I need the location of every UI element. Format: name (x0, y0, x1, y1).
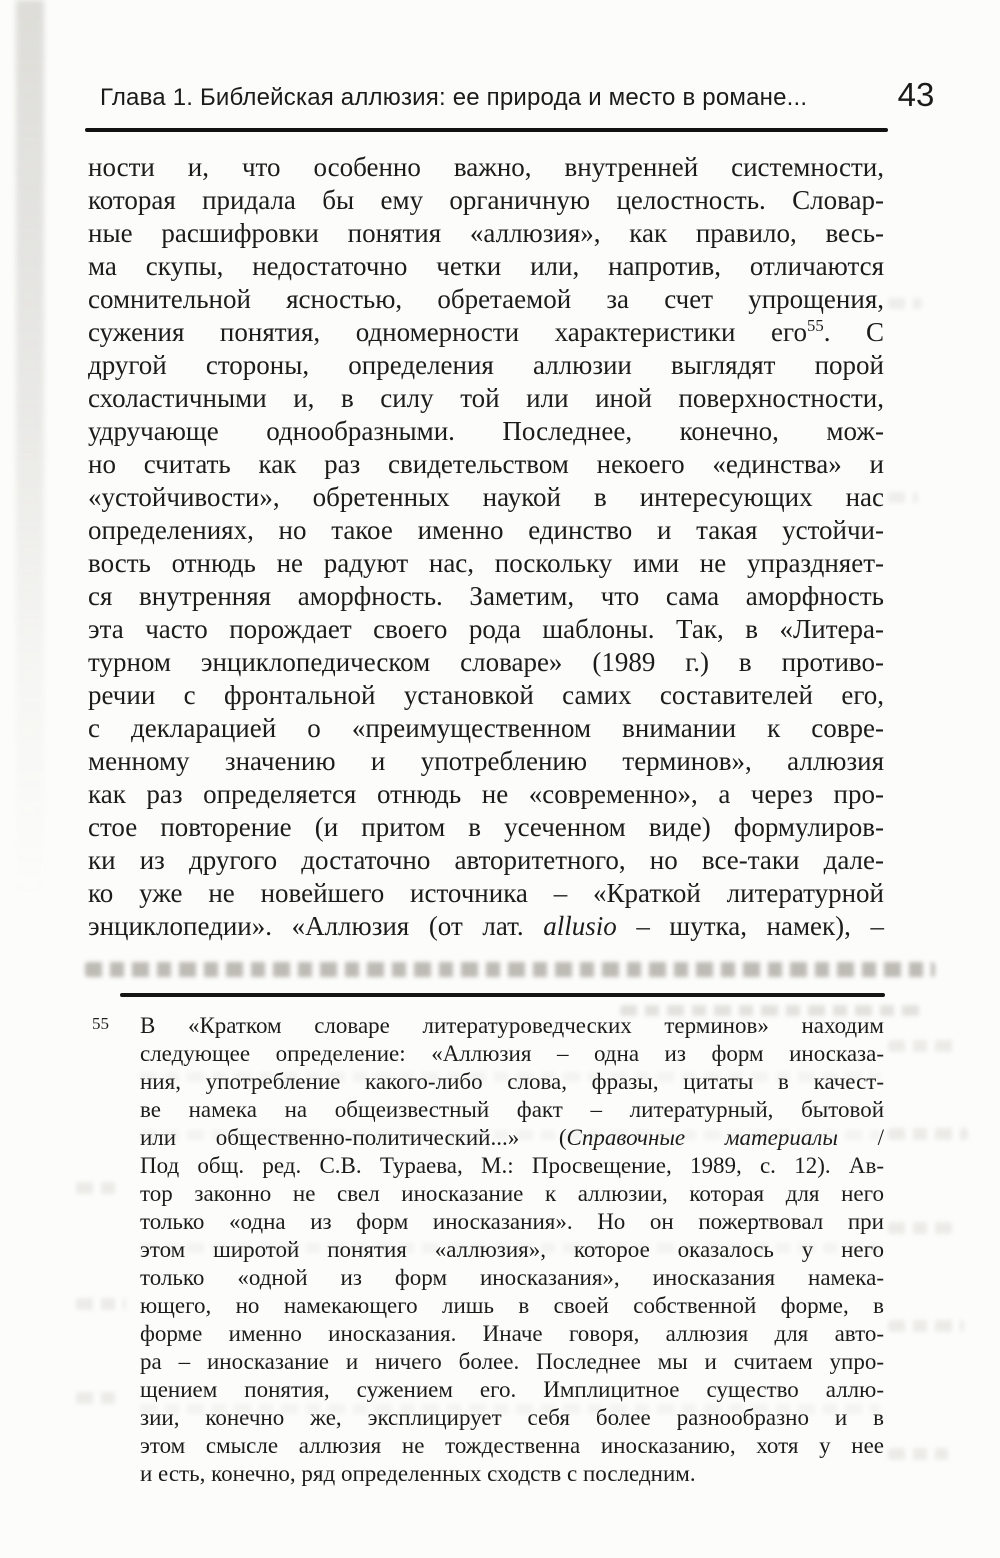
body-line: которая придала бы ему органичную целостность. Словар- (88, 185, 884, 215)
body-line: речии с фронтальной установкой самих составителей его, (88, 680, 884, 710)
footnote-reference-55: 55 (806, 316, 824, 335)
body-line (88, 910, 884, 943)
body-line: ности и, что особенно важно, внутренней системности, (88, 152, 884, 182)
bleedthrough-artifact (888, 1222, 952, 1234)
body-line: схоластичными и, в силу той или иной поверхностности, (88, 383, 884, 413)
footnote-line: ния, употребление какого-либо слова, фразы, цитаты в качест- (140, 1069, 884, 1094)
footnote-line: ющего, но намекающего лишь в своей собственной форме, в (140, 1293, 884, 1318)
bleedthrough-artifact (888, 1128, 968, 1140)
footnote-line-text: / (837, 1125, 885, 1150)
body-line: менному значению и употреблению терминов», аллюзия (88, 746, 884, 776)
body-line: ся внутренняя аморфность. Заметим, что сама аморфность (88, 581, 884, 611)
bleedthrough-artifact (888, 298, 922, 309)
body-line: другой стороны, определения аллюзии выглядят порой (88, 350, 884, 380)
body-text-block (88, 151, 884, 943)
bleedthrough-artifact (888, 1040, 958, 1052)
body-line: ки из другого достаточно авторитетного, но все-таки дале- (88, 845, 884, 875)
body-line: но считать как раз свидетельством некоего «единства» и (88, 449, 884, 479)
footnote-line: только «одна из форм иносказания». Но он пожертвовал при (140, 1209, 884, 1234)
footnote-line: следующее определение: «Аллюзия – одна из форм иносказа- (140, 1041, 884, 1066)
footnote-line: ве намека на общеизвестный факт – литературный, бытовой (140, 1097, 884, 1122)
footnote-text-block (140, 1012, 884, 1488)
footnote-line: Под общ. ред. С.В. Тураева, М.: Просвещение, 1989, с. 12). Ав- (140, 1153, 884, 1178)
footnote-marker: 55 (92, 1014, 109, 1033)
footnote-line: тор законно не свел иносказание к аллюзии, которая для него (140, 1181, 884, 1206)
footnote-line: ра – иносказание и ничего более. Последнее мы и считаем упро- (140, 1349, 884, 1374)
body-line: ко уже не новейшего источника – «Краткой литературной (88, 878, 884, 908)
bleedthrough-artifact (888, 1448, 948, 1460)
body-line-text: сужения понятия, одномерности характеристики его (88, 317, 807, 347)
body-line: «устойчивости», обретенных наукой в интересующих нас (88, 482, 884, 512)
body-line-text: – шутка, намек), – (616, 911, 884, 941)
body-line: турном энциклопедическом словаре» (1989 г.) в противо- (88, 647, 884, 677)
bleedthrough-artifact (76, 1392, 120, 1404)
footnote-line: В «Кратком словаре литературоведческих терминов» находим (140, 1013, 884, 1038)
footnote-line: только «одной из форм иносказания», иносказания намека- (140, 1265, 884, 1290)
footnote-line: форме именно иносказания. Иначе говоря, аллюзия для авто- (140, 1321, 884, 1346)
body-line: сомнительной ясностью, обретаемой за счет упрощения, (88, 284, 884, 314)
body-line: ма скупы, недостаточно четки или, напротив, отличаются (88, 251, 884, 281)
bleedthrough-artifact (85, 962, 935, 977)
page-number: 43 (897, 76, 935, 113)
latin-term-italic: allusio (543, 911, 617, 941)
body-line (88, 316, 884, 349)
bleedthrough-artifact (888, 1320, 964, 1332)
body-line: определениях, но такое именно единство и такая устойчи- (88, 515, 884, 545)
body-line-text: . С (823, 317, 885, 347)
footnote-line-text: или общественно-политический...» ( (140, 1125, 567, 1150)
footnote-line: этом смысле аллюзия не тождественна иносказанию, хотя у нее (140, 1433, 884, 1458)
body-line-text: энциклопедии». «Аллюзия (от лат. (88, 911, 544, 941)
body-line: ные расшифровки понятия «аллюзия», как правило, весь- (88, 218, 884, 248)
body-line: как раз определяется отнюдь не «современно», а через про- (88, 779, 884, 809)
bleedthrough-artifact (76, 1298, 126, 1310)
body-line: удручающе однообразными. Последнее, конечно, мож- (88, 416, 884, 446)
footnote-rule (120, 993, 885, 997)
body-line: стое повторение (и притом в усеченном виде) формулиров- (88, 812, 884, 842)
footnote-line: щением понятия, сужением его. Имплицитное существо аллю- (140, 1377, 884, 1402)
footnote-line (140, 1124, 884, 1152)
page-edge-shadow (16, 0, 44, 900)
header-rule (85, 128, 888, 132)
body-line: вость отнюдь не радуют нас, поскольку ими не упраздняет- (88, 548, 884, 578)
bleedthrough-artifact (888, 492, 918, 503)
footnote-line: и есть, конечно, ряд определенных сходств с последним. (140, 1461, 696, 1486)
running-head-title: Глава 1. Библейская аллюзия: ее природа и место в романе... (100, 84, 808, 111)
source-title-italic: Справочные материалы (566, 1125, 838, 1150)
bleedthrough-artifact (76, 1182, 122, 1194)
body-line: с декларацией о «преимущественном внимании к совре- (88, 713, 884, 743)
footnote-line: зии, конечно же, эксплицирует себя более разнообразно и в (140, 1405, 884, 1430)
body-line: эта часто порождает своего рода шаблоны. Так, в «Литера- (88, 614, 884, 644)
footnote-line: этом широтой понятия «аллюзия», которое оказалось у него (140, 1237, 884, 1262)
